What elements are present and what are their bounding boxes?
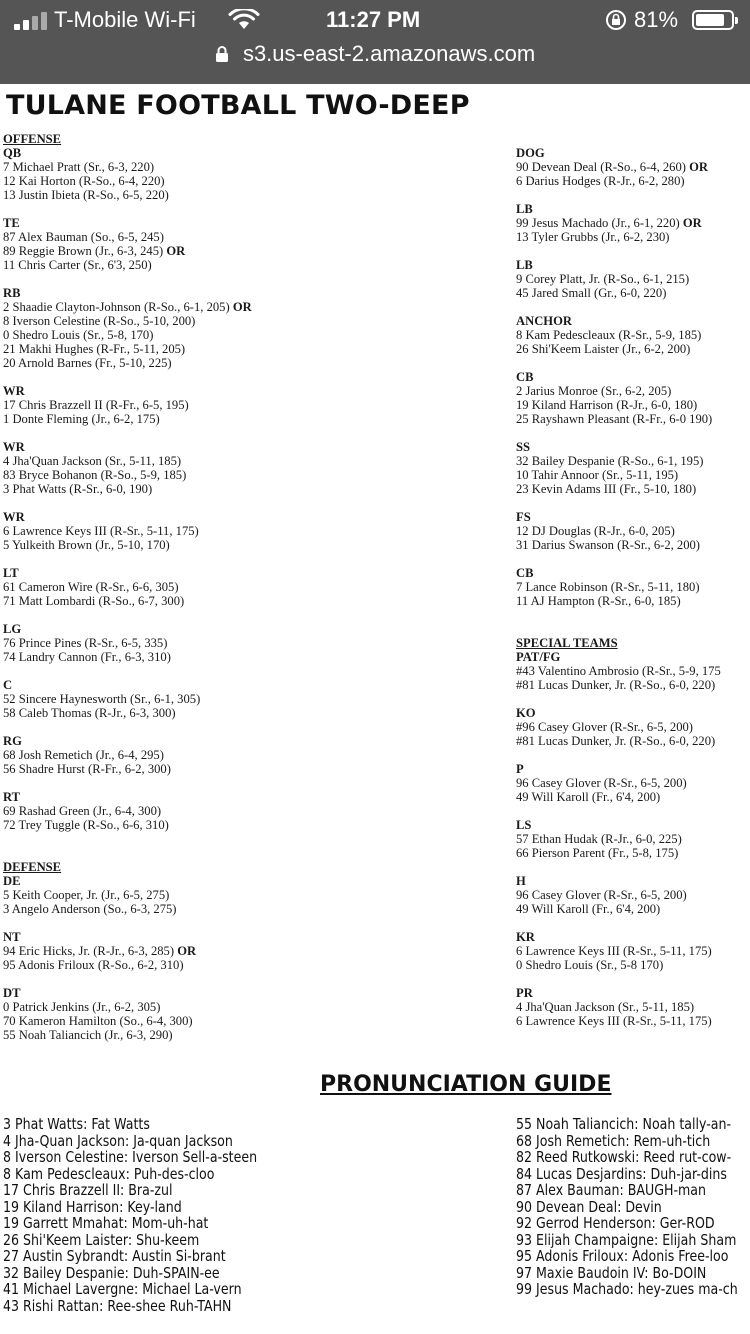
cellular-signal-icon [14, 12, 50, 30]
player-line: 74 Landry Cannon (Fr., 6-3, 310) [3, 650, 171, 664]
player-line: 21 Makhi Hughes (R-Fr., 5-11, 205) [3, 342, 186, 356]
pronunciation-entry: 92 Gerrod Henderson: Ger-ROD [516, 1214, 715, 1232]
player-line: 55 Noah Taliancich (Jr., 6-3, 290) [3, 1028, 173, 1042]
offense-groups [3, 146, 383, 832]
position-group-p [516, 762, 750, 804]
player-line: 3 Angelo Anderson (So., 6-3, 275) [3, 902, 177, 916]
player-line: #81 Lucas Dunker, Jr. (R-So., 6-0, 220) [516, 678, 716, 692]
position-label: CB [516, 370, 534, 384]
player-line: 20 Arnold Barnes (Fr., 5-10, 225) [3, 356, 172, 370]
player-line: 2 Shaadie Clayton-Johnson (R-So., 6-1, 205) OR [3, 300, 252, 314]
player-line: 7 Michael Pratt (Sr., 6-3, 220) [3, 160, 155, 174]
player-line: 25 Rayshawn Pleasant (R-Fr., 6-0 190) [516, 412, 713, 426]
position-label: LG [3, 622, 22, 636]
player-line: 13 Tyler Grubbs (Jr., 6-2, 230) [516, 230, 670, 244]
player-line: 71 Matt Lombardi (R-So., 6-7, 300) [3, 594, 185, 608]
pronunciation-entry: 95 Adonis Friloux: Adonis Free-loo [516, 1247, 729, 1265]
position-label: LB [516, 202, 533, 216]
pronunciation-entry: 97 Maxie Baudoin IV: Bo-DOIN [516, 1263, 707, 1282]
position-group-cb [516, 566, 750, 608]
player-line: 69 Rashad Green (Jr., 6-4, 300) [3, 804, 162, 818]
player-line: 0 Shedro Louis (Sr., 5-8 170) [516, 958, 664, 972]
pronunciation-entry: 19 Kiland Harrison: Key-land [3, 1197, 182, 1216]
player-line: 89 Reggie Brown (Jr., 6-3, 245) OR [3, 244, 186, 258]
player-line: 49 Will Karoll (Fr., 6'4, 200) [516, 790, 661, 804]
pronunciation-entry: 17 Chris Brazzell II: Bra-zul [3, 1181, 173, 1199]
player-line: 72 Trey Tuggle (R-So., 6-6, 310) [3, 818, 169, 832]
player-line: 19 Kiland Harrison (R-Jr., 6-0, 180) [516, 398, 698, 412]
position-label: LS [516, 818, 532, 832]
pronunciation-entry: 8 Kam Pedescleaux: Puh-des-cloo [3, 1164, 215, 1183]
or-label: OR [679, 216, 702, 230]
special-teams-heading: SPECIAL TEAMS [516, 636, 618, 650]
position-group-wr [3, 384, 383, 426]
pronunciation-entry: 90 Devean Deal: Devin [516, 1197, 662, 1216]
carrier-name: T-Mobile Wi-Fi [54, 7, 196, 32]
or-label: OR [174, 944, 197, 958]
url-text: s3.us-east-2.amazonaws.com [242, 41, 536, 67]
position-label: RB [3, 286, 21, 300]
player-line: 45 Jared Small (Gr., 6-0, 220) [516, 286, 667, 300]
player-line: #43 Valentino Ambrosio (R-Sr., 5-9, 175 [516, 664, 721, 678]
player-line: 95 Adonis Friloux (R-So., 6-2, 310) [3, 958, 184, 972]
player-line: 8 Kam Pedescleaux (R-Sr., 5-9, 185) [516, 328, 702, 342]
battery-percent: 81% [634, 7, 679, 32]
right-column [516, 146, 750, 1042]
position-label: DT [3, 986, 21, 1000]
pronunciation-entry: 41 Michael Lavergne: Michael La-vern [3, 1280, 242, 1298]
player-line: 6 Lawrence Keys III (R-Sr., 5-11, 175) [516, 944, 712, 958]
special-teams-groups [516, 650, 750, 1028]
defense-groups-right [516, 146, 750, 608]
position-group-dog [516, 146, 750, 188]
player-line: 66 Pierson Parent (Fr., 5-8, 175) [516, 846, 679, 860]
pronunciation-entry: 26 Shi'Keem Laister: Shu-keem [3, 1230, 200, 1249]
player-line: 0 Patrick Jenkins (Jr., 6-2, 305) [3, 1000, 161, 1014]
position-label: CB [516, 566, 534, 580]
wifi-icon [228, 9, 260, 31]
position-label: ANCHOR [516, 314, 572, 328]
position-group-kr [516, 930, 750, 972]
position-group-rb [3, 286, 383, 370]
player-line: 9 Corey Platt, Jr. (R-So., 6-1, 215) [516, 272, 690, 286]
pronunciation-entry: 19 Garrett Mmahat: Mom-uh-hat [3, 1214, 209, 1232]
position-group-cb [516, 370, 750, 426]
player-line: 58 Caleb Thomas (R-Jr., 6-3, 300) [3, 706, 176, 720]
pronunciation-entry: 93 Elijah Champaigne: Elijah Sham [516, 1230, 737, 1249]
position-label: WR [3, 510, 25, 524]
player-line: 68 Josh Remetich (Jr., 6-4, 295) [3, 748, 164, 762]
position-group-patfg [516, 650, 750, 692]
position-label: H [516, 874, 526, 888]
status-bar [0, 0, 750, 40]
pronunciation-entry: 99 Jesus Machado: hey-zues ma-ch [516, 1280, 738, 1298]
player-line: 4 Jha'Quan Jackson (Sr., 5-11, 185) [516, 1000, 695, 1014]
position-label: SS [516, 440, 531, 454]
pronunciation-entry: 82 Reed Rutkowski: Reed rut-cow- [516, 1148, 732, 1166]
position-group-dt [3, 986, 383, 1042]
player-line: 90 Devean Deal (R-So., 6-4, 260) OR [516, 160, 709, 174]
position-label: KO [516, 706, 536, 720]
player-line: 94 Eric Hicks, Jr. (R-Jr., 6-3, 285) OR [3, 944, 197, 958]
position-label: RG [3, 734, 22, 748]
player-line: 1 Donte Fleming (Jr., 6-2, 175) [3, 412, 160, 426]
player-line: 26 Shi'Keem Laister (Jr., 6-2, 200) [516, 342, 691, 356]
pronunciation-list-right [516, 1116, 738, 1298]
or-label: OR [163, 244, 186, 258]
player-line: 6 Lawrence Keys III (R-Sr., 5-11, 175) [516, 1014, 712, 1028]
position-label: KR [516, 930, 535, 944]
player-line: 56 Shadre Hurst (R-Fr., 6-2, 300) [3, 762, 171, 776]
defense-heading: DEFENSE [3, 860, 62, 874]
position-group-qb [3, 146, 383, 202]
player-line: 6 Lawrence Keys III (R-Sr., 5-11, 175) [3, 524, 199, 538]
player-line: #96 Casey Glover (R-Sr., 6-5, 200) [516, 720, 693, 734]
position-label: PAT/FG [516, 650, 561, 664]
player-line: 52 Sincere Haynesworth (Sr., 6-1, 305) [3, 692, 201, 706]
or-label: OR [229, 300, 252, 314]
player-line: 7 Lance Robinson (R-Sr., 5-11, 180) [516, 580, 700, 594]
position-label: PR [516, 986, 533, 1000]
position-group-rg [3, 734, 383, 776]
position-group-de [3, 874, 383, 916]
position-label: QB [3, 146, 22, 160]
position-label: NT [3, 930, 21, 944]
pronunciation-entry: 4 Jha-Quan Jackson: Ja-quan Jackson [3, 1131, 233, 1150]
player-line: #81 Lucas Dunker, Jr. (R-So., 6-0, 220) [516, 734, 716, 748]
or-label: OR [685, 160, 709, 174]
battery-icon [692, 10, 734, 30]
player-line: 12 DJ Douglas (R-Jr., 6-0, 205) [516, 524, 675, 538]
position-label: LT [3, 566, 19, 580]
player-line: 3 Phat Watts (R-Sr., 6-0, 190) [3, 482, 153, 496]
pronunciation-entry: 27 Austin Sybrandt: Austin Si-brant [3, 1247, 226, 1265]
position-group-lb [516, 202, 750, 244]
pronunciation-entry: 32 Bailey Despanie: Duh-SPAIN-ee [3, 1263, 220, 1282]
player-line: 83 Bryce Bohanon (R-So., 5-9, 185) [3, 468, 187, 482]
clock: 11:27 PM [326, 7, 421, 32]
battery-fill [696, 14, 724, 26]
player-line: 96 Casey Glover (R-Sr., 6-5, 200) [516, 888, 687, 902]
pronunciation-entry: 68 Josh Remetich: Rem-uh-tich [516, 1131, 711, 1150]
position-group-ls [516, 818, 750, 860]
rotation-lock-icon [604, 9, 628, 31]
player-line: 49 Will Karoll (Fr., 6'4, 200) [516, 902, 661, 916]
offense-heading: OFFENSE [3, 132, 62, 146]
player-line: 5 Keith Cooper, Jr. (Jr., 6-5, 275) [3, 888, 170, 902]
player-line: 57 Ethan Hudak (R-Jr., 6-0, 225) [516, 832, 682, 846]
position-group-wr [3, 440, 383, 496]
position-label: DE [3, 874, 21, 888]
position-label: LB [516, 258, 533, 272]
player-line: 12 Kai Horton (R-So., 6-4, 220) [3, 174, 165, 188]
player-line: 32 Bailey Despanie (R-So., 6-1, 195) [516, 454, 704, 468]
position-group-c [3, 678, 383, 720]
position-label: DOG [516, 146, 545, 160]
pronunciation-entry: 43 Rishi Rattan: Ree-shee Ruh-TAHN [3, 1296, 232, 1315]
pronunciation-entry: 55 Noah Taliancich: Noah tally-an- [516, 1115, 732, 1133]
position-group-nt [3, 930, 383, 972]
position-group-wr [3, 510, 383, 552]
pronunciation-entry: 3 Phat Watts: Fat Watts [3, 1115, 150, 1133]
player-line: 17 Chris Brazzell II (R-Fr., 6-5, 195) [3, 398, 189, 412]
player-line: 70 Kameron Hamilton (So., 6-4, 300) [3, 1014, 193, 1028]
player-line: 99 Jesus Machado (Jr., 6-1, 220) OR [516, 216, 702, 230]
position-group-h [516, 874, 750, 916]
pronunciation-guide-title: PRONUNCIATION GUIDE [320, 1072, 612, 1097]
player-line: 11 AJ Hampton (R-Sr., 6-0, 185) [516, 594, 681, 608]
pronunciation-list-left [3, 1116, 257, 1314]
defense-groups-left [3, 874, 383, 1042]
player-line: 2 Jarius Monroe (Sr., 6-2, 205) [516, 384, 672, 398]
player-line: 23 Kevin Adams III (Fr., 5-10, 180) [516, 482, 697, 496]
left-column [3, 132, 383, 1056]
position-label: FS [516, 510, 531, 524]
position-group-anchor [516, 314, 750, 356]
position-label: WR [3, 440, 25, 454]
position-label: RT [3, 790, 21, 804]
position-label: C [3, 678, 13, 692]
player-line: 5 Yulkeith Brown (Jr., 5-10, 170) [3, 538, 170, 552]
player-line: 4 Jha'Quan Jackson (Sr., 5-11, 185) [3, 454, 182, 468]
player-line: 6 Darius Hodges (R-Jr., 6-2, 280) [516, 174, 685, 188]
position-group-ko [516, 706, 750, 748]
player-line: 87 Alex Bauman (So., 6-5, 245) [3, 230, 164, 244]
player-line: 31 Darius Swanson (R-Sr., 6-2, 200) [516, 538, 700, 552]
position-group-lb [516, 258, 750, 300]
position-group-te [3, 216, 383, 272]
position-group-ss [516, 440, 750, 496]
position-group-rt [3, 790, 383, 832]
pronunciation-entry: 8 Iverson Celestine: Iverson Sell-a-steen [3, 1148, 258, 1166]
player-line: 13 Justin Ibieta (R-So., 6-5, 220) [3, 188, 169, 202]
browser-top-bar [0, 0, 750, 84]
position-label: WR [3, 384, 25, 398]
player-line: 11 Chris Carter (Sr., 6'3, 250) [3, 258, 152, 272]
player-line: 61 Cameron Wire (R-Sr., 6-6, 305) [3, 580, 179, 594]
player-line: 10 Tahir Annoor (Sr., 5-11, 195) [516, 468, 679, 482]
position-group-lt [3, 566, 383, 608]
player-line: 0 Shedro Louis (Sr., 5-8, 170) [3, 328, 154, 342]
position-group-pr [516, 986, 750, 1028]
player-line: 8 Iverson Celestine (R-So., 5-10, 200) [3, 314, 196, 328]
player-line: 96 Casey Glover (R-Sr., 6-5, 200) [516, 776, 687, 790]
pronunciation-entry: 84 Lucas Desjardins: Duh-jar-dins [516, 1164, 727, 1183]
position-group-lg [3, 622, 383, 664]
pronunciation-entry: 87 Alex Bauman: BAUGH-man [516, 1181, 706, 1199]
lock-icon [215, 45, 229, 63]
position-label: TE [3, 216, 20, 230]
position-label: P [516, 762, 524, 776]
player-line: 76 Prince Pines (R-Sr., 6-5, 335) [3, 636, 168, 650]
position-group-fs [516, 510, 750, 552]
url-bar[interactable] [0, 40, 750, 70]
page-title: TULANE FOOTBALL TWO-DEEP [6, 90, 470, 121]
